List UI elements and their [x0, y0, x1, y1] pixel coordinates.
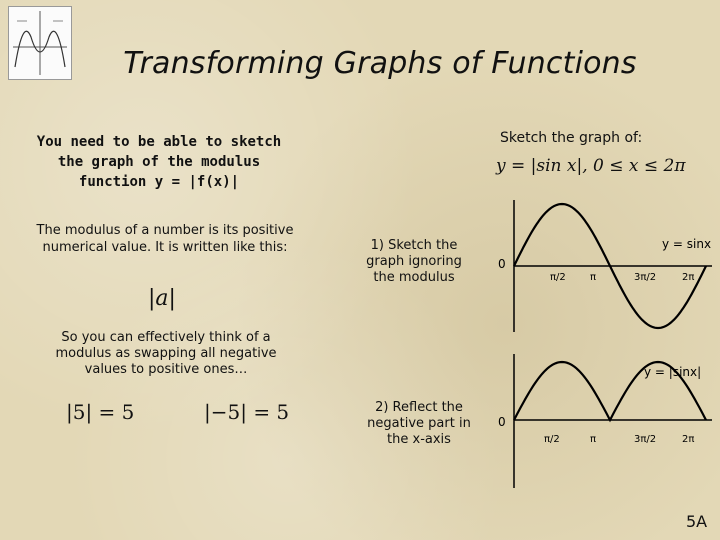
abs-sine-graph-tick-label: 2π: [682, 434, 695, 445]
sine-graph-tick-label: 2π: [682, 272, 695, 283]
modulus-notation: |a|: [148, 286, 176, 311]
abs-sine-graph-tick-label: π: [590, 434, 597, 445]
step-one: 1) Sketch the graph ignoring the modulus: [366, 238, 462, 285]
sine-graph-origin-label: 0: [498, 257, 506, 271]
abs-sine-graph-origin-label: 0: [498, 415, 506, 429]
abs-sine-graph-label: y = |sinx|: [644, 365, 702, 379]
intro-text: You need to be able to sketch the graph of the modulus function y = |f(x)|: [36, 134, 282, 190]
abs-sine-graph-tick-label: 3π/2: [634, 434, 657, 445]
sketch-equation: y = |sin x|, 0 ≤ x ≤ 2π: [496, 156, 686, 176]
example-negative: |−5| = 5: [204, 400, 290, 424]
sine-graph-tick-label: π/2: [550, 272, 566, 283]
sine-graph: [494, 186, 718, 346]
sine-graph-tick-label: π: [590, 272, 597, 283]
step-two: 2) Reflect the negative part in the x-axis: [367, 400, 471, 447]
abs-sine-graph-tick-label: π/2: [544, 434, 560, 445]
swap-note: So you can effectively think of a modulus as swapping all negative values to positive ones…: [55, 330, 277, 377]
graph-thumbnail-icon: [8, 6, 72, 80]
sine-graph-tick-label: 3π/2: [634, 272, 657, 283]
slide-number: 5A: [686, 512, 708, 531]
example-positive: |5| = 5: [66, 400, 135, 424]
abs-sine-graph: [494, 348, 718, 498]
sketch-heading: Sketch the graph of:: [500, 130, 643, 146]
page-title: Transforming Graphs of Functions: [123, 46, 637, 81]
sine-graph-label: y = sinx: [662, 237, 712, 251]
modulus-definition: The modulus of a number is its positive numerical value. It is written like this:: [36, 223, 294, 255]
